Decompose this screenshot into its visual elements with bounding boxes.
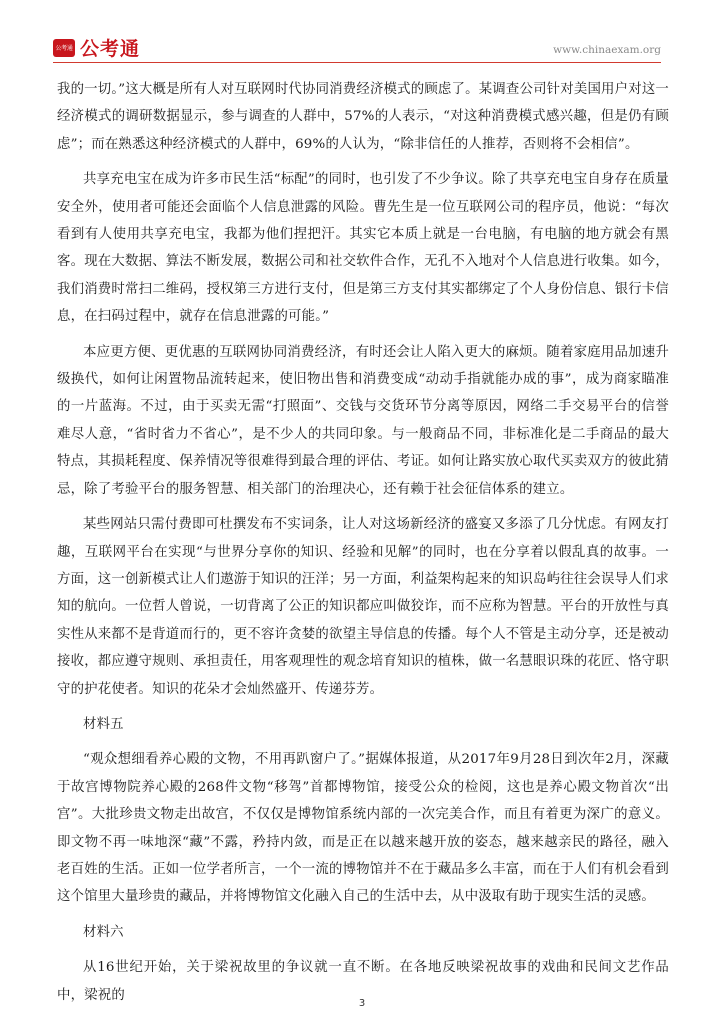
section-heading-material-6: 材料六 <box>83 924 124 940</box>
header-divider <box>53 62 661 63</box>
logo-icon: 公考通 <box>53 39 75 57</box>
paragraph: 共享充电宝在成为许多市民生活“标配”的同时，也引发了不少争议。除了共享充电宝自身存在质量安全外，使用者可能还会面临个人信息泄露的风险。曹先生是一位互联网公司的程序员，他说：“每次看到有人使用共享充电宝，我都为他们捏把汗。其实它本质上就是一台电脑，有电脑的地方就会有黑客。现在大数据、算法不断发展，数据公司和社交软件合作，无孔不入地对个人信息进行收集。如今，我们消费时常扫二维码，授权第三方进行支付，但是第三方支付其实都绑定了个人身份信息、银行卡信息，在扫码过程中，就存在信息泄露的可能。” <box>57 172 669 325</box>
section-heading-material-5: 材料五 <box>83 716 124 732</box>
paragraph-continuation: 我的一切。”这大概是所有人对互联网时代协同消费经济模式的顾虑了。某调查公司针对美国用户对这一经济模式的调研数据显示，参与调查的人群中，57%的人表示，“对这种消费模式感兴趣，但是仍有顾虑”；而在熟悉这种经济模式的人群中，69%的人认为，“除非信任的人推荐，否则将不会相信”。 <box>57 82 669 152</box>
site-url[interactable]: www.chinaexam.org <box>553 44 661 56</box>
paragraph: 本应更方便、更优惠的互联网协同消费经济，有时还会让人陷入更大的麻烦。随着家庭用品加速升级换代，如何让闲置物品流转起来，使旧物出售和消费变成“动动手指就能办成的事”，成为商家瞄准的一片蓝海。不过，由于买卖无需“打照面”、交钱与交货环节分离等原因，网络二手交易平台的信誉难尽人意，“省时省力不省心”，是不少人的共同印象。与一般商品不同，非标准化是二手商品的最大特点，其损耗程度、保养情况等很难得到最合理的评估、考证。如何让路实放心取代买卖双方的彼此猜忌，除了考验平台的服务智慧、相关部门的治理决心，还有赖于社会征信体系的建立。 <box>57 344 669 497</box>
paragraph: “观众想细看养心殿的文物，不用再趴窗户了。”据媒体报道，从2017年9月28日到次年2月，深藏于故宫博物院养心殿的268件文物“移驾”首都博物馆，接受公众的检阅，这也是养心殿文物首次“出宫”。大批珍贵文物走出故宫，不仅仅是博物馆系统内部的一次完美合作，而且有着更为深广的意义。即文物不再一味地深“藏”不露，矜持内敛，而是正在以越来越开放的姿态，越来越亲民的路径，融入老百姓的生活。正如一位学者所言，一个一流的博物馆并不在于藏品多么丰富，而在于人们有机会看到这个馆里大量珍贵的藏品，并将博物馆文化融入自己的生活中去，从中汲取有助于现实生活的灵感。 <box>57 752 669 905</box>
document-body <box>57 76 669 1009</box>
page-header <box>0 0 724 64</box>
page-number: 3 <box>358 998 366 1009</box>
logo-text: 公考通 <box>80 38 141 60</box>
paragraph: 某些网站只需付费即可杜撰发布不实词条，让人对这场新经济的盛宴又多添了几分忧虑。有网友打趣，互联网平台在实现“与世界分享你的知识、经验和见解”的同时，也在分享着以假乱真的故事。一方面，这一创新模式让人们遨游于知识的汪洋；另一方面，利益架构起来的知识岛屿往往会误导人们求知的航向。一位哲人曾说，一切背离了公正的知识都应叫做狡诈，而不应称为智慧。平台的开放性与真实性从来都不是背道而行的，更不容许贪婪的欲望主导信息的传播。每个人不管是主动分享，还是被动接收，都应遵守规则、承担责任，用客观理性的观念培育知识的植株，做一名慧眼识珠的花匠、恪守职守的护花使者。知识的花朵才会灿然盛开、传递芬芳。 <box>57 517 669 697</box>
logo[interactable] <box>53 34 140 61</box>
paragraph: 从16世纪开始，关于梁祝故里的争议就一直不断。在各地反映梁祝故事的戏曲和民间文艺作品中，梁祝的 <box>57 960 669 1003</box>
